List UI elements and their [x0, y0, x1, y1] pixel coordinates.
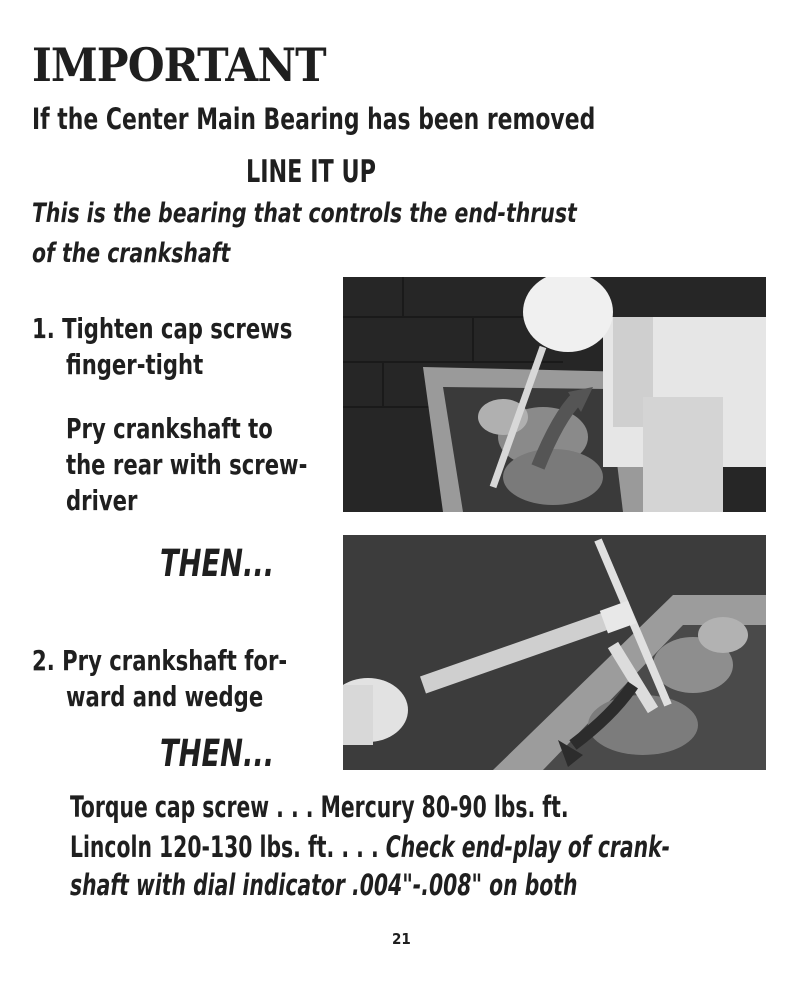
step1-line1: 1. Tighten cap screws — [32, 312, 293, 345]
torque-line2-italic: Check end-play of crank- — [385, 830, 671, 864]
page-number: 21 — [392, 930, 411, 948]
page-title: IMPORTANT — [32, 38, 326, 92]
step1-line3: Pry crankshaft to — [66, 412, 273, 445]
step2-line2: ward and wedge — [66, 680, 264, 713]
photo-pry-rear-icon — [343, 277, 766, 512]
step1-line2: finger-tight — [66, 348, 204, 381]
intro-text: If the Center Main Bearing has been removed — [32, 102, 596, 136]
callout-text: LINE IT UP — [246, 154, 376, 190]
bearing-note-line1: This is the bearing that controls the end-thrust — [32, 198, 577, 229]
torque-line2 — [70, 830, 670, 864]
then-label-1: THEN... — [160, 542, 275, 585]
torque-line2-plain: Lincoln 120-130 lbs. ft. . . . — [70, 830, 386, 864]
photo-torque-wrench-icon — [343, 535, 766, 770]
torque-line3: shaft with dial indicator .004"-.008" on both — [70, 868, 578, 902]
step1-line5: driver — [66, 484, 138, 517]
step2-line1: 2. Pry crankshaft for- — [32, 644, 288, 677]
then-label-2: THEN... — [160, 732, 275, 775]
bearing-note-line2: of the crankshaft — [32, 238, 231, 269]
torque-line1: Torque cap screw . . . Mercury 80-90 lbs. ft. — [70, 790, 569, 824]
step1-line4: the rear with screw- — [66, 448, 308, 481]
